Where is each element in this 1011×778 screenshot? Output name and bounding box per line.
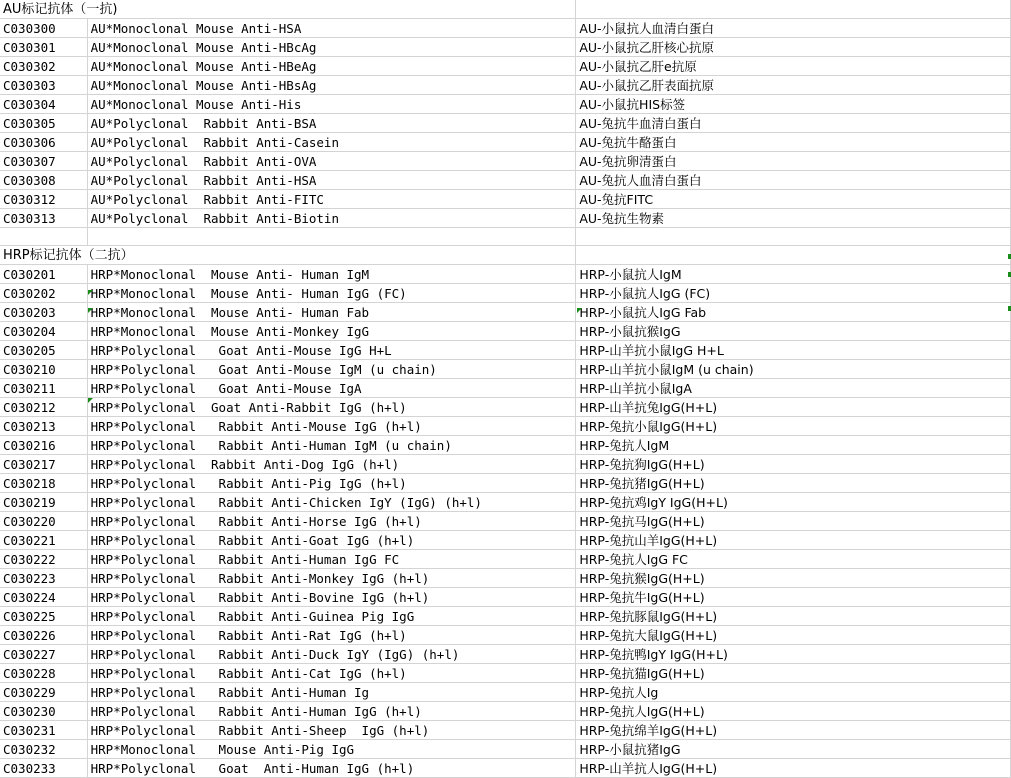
chinese-name-cell[interactable]: HRP-兔抗人IgG FC (576, 550, 1011, 569)
table-row (0, 588, 1011, 607)
product-code-cell[interactable]: C030313 (0, 209, 87, 228)
table-row (0, 95, 1011, 114)
table-row (0, 322, 1011, 341)
product-code-cell[interactable]: C030218 (0, 474, 87, 493)
table-row (0, 417, 1011, 436)
chinese-name-cell[interactable]: HRP-山羊抗兔IgG(H+L) (576, 398, 1011, 417)
product-name-cell[interactable]: HRP*Polyclonal Goat Anti-Rabbit IgG (h+l) (87, 398, 576, 417)
product-code-cell[interactable]: C030305 (0, 114, 87, 133)
table-row (0, 133, 1011, 152)
product-name-cell[interactable]: HRP*Monoclonal Mouse Anti-Monkey IgG (87, 322, 576, 341)
product-code-cell[interactable]: C030227 (0, 645, 87, 664)
chinese-name-cell[interactable]: HRP-兔抗猴IgG(H+L) (576, 569, 1011, 588)
product-name-cell[interactable]: AU*Polyclonal Rabbit Anti-FITC (87, 190, 576, 209)
product-name-cell[interactable]: HRP*Polyclonal Rabbit Anti-Human IgM (u chain) (87, 436, 576, 455)
chinese-name-cell[interactable]: HRP-兔抗山羊IgG(H+L) (576, 531, 1011, 550)
product-code-cell[interactable]: C030211 (0, 379, 87, 398)
product-code-cell[interactable]: C030224 (0, 588, 87, 607)
product-name-cell[interactable]: HRP*Polyclonal Rabbit Anti-Goat IgG (h+l) (87, 531, 576, 550)
product-code-cell[interactable]: C030222 (0, 550, 87, 569)
product-code-cell[interactable]: C030205 (0, 341, 87, 360)
comment-indicator-icon (88, 398, 93, 403)
product-name-cell[interactable]: AU*Monoclonal Mouse Anti-HSA (87, 19, 576, 38)
empty-cell[interactable] (576, 0, 1011, 19)
product-code-cell[interactable]: C030301 (0, 38, 87, 57)
section-header-row (0, 0, 1011, 19)
table-row (0, 645, 1011, 664)
product-code-cell[interactable]: C030201 (0, 265, 87, 284)
product-name-cell[interactable]: HRP*Polyclonal Rabbit Anti-Duck IgY (IgG) (h+l) (87, 645, 576, 664)
chinese-name-cell[interactable]: AU-兔抗FITC (576, 190, 1011, 209)
chinese-name-cell[interactable]: HRP-兔抗绵羊IgG(H+L) (576, 721, 1011, 740)
comment-indicator-icon (88, 308, 93, 313)
product-name-cell[interactable]: HRP*Polyclonal Goat Anti-Human IgG (h+l) (87, 759, 576, 778)
table-row (0, 740, 1011, 759)
chinese-name-cell[interactable]: AU-兔抗卵清蛋白 (576, 152, 1011, 171)
empty-cell[interactable] (576, 246, 1011, 265)
product-code-cell[interactable]: C030306 (0, 133, 87, 152)
product-code-cell[interactable]: C030220 (0, 512, 87, 531)
product-name-cell[interactable]: HRP*Polyclonal Rabbit Anti-Human Ig (87, 683, 576, 702)
table-row (0, 265, 1011, 284)
table-row (0, 209, 1011, 228)
table-row (0, 436, 1011, 455)
table-row (0, 512, 1011, 531)
chinese-name-cell[interactable]: HRP-山羊抗人IgG(H+L) (576, 759, 1011, 778)
product-name-cell[interactable]: HRP*Monoclonal Mouse Anti- Human IgG (FC) (87, 284, 576, 303)
empty-cell[interactable] (576, 228, 1011, 246)
product-name-cell[interactable]: HRP*Polyclonal Rabbit Anti-Bovine IgG (h+l) (87, 588, 576, 607)
table-row (0, 76, 1011, 95)
table-row (0, 284, 1011, 303)
product-code-cell[interactable]: C030210 (0, 360, 87, 379)
product-name-cell[interactable]: HRP*Polyclonal Rabbit Anti-Guinea Pig IgG (87, 607, 576, 626)
chinese-name-cell[interactable]: AU-小鼠抗乙肝核心抗原 (576, 38, 1011, 57)
chinese-name-cell[interactable]: HRP-兔抗大鼠IgG(H+L) (576, 626, 1011, 645)
product-name-cell[interactable]: HRP*Polyclonal Rabbit Anti-Sheep IgG (h+l) (87, 721, 576, 740)
product-code-cell[interactable]: C030225 (0, 607, 87, 626)
table-row (0, 152, 1011, 171)
chinese-name-cell[interactable]: HRP-兔抗鸡IgY IgG(H+L) (576, 493, 1011, 512)
product-name-cell[interactable]: HRP*Polyclonal Rabbit Anti-Monkey IgG (h+l) (87, 569, 576, 588)
product-code-cell[interactable]: C030216 (0, 436, 87, 455)
chinese-name-cell[interactable]: HRP-兔抗鸭IgY IgG(H+L) (576, 645, 1011, 664)
product-code-cell[interactable]: C030226 (0, 626, 87, 645)
chinese-name-cell[interactable]: HRP-兔抗人IgG(H+L) (576, 702, 1011, 721)
product-code-cell[interactable]: C030219 (0, 493, 87, 512)
product-code-cell[interactable]: C030308 (0, 171, 87, 190)
chinese-name-cell[interactable]: HRP-山羊抗小鼠IgM (u chain) (576, 360, 1011, 379)
chinese-name-cell[interactable]: AU-兔抗生物素 (576, 209, 1011, 228)
chinese-name-cell[interactable]: HRP-小鼠抗猪IgG (576, 740, 1011, 759)
chinese-name-cell[interactable]: AU-兔抗牛血清白蛋白 (576, 114, 1011, 133)
product-code-cell[interactable]: C030229 (0, 683, 87, 702)
section-title-cell[interactable]: HRP标记抗体（二抗） (0, 246, 576, 265)
table-row (0, 398, 1011, 417)
empty-cell[interactable] (0, 228, 87, 246)
table-row (0, 531, 1011, 550)
table-row (0, 607, 1011, 626)
chinese-name-cell[interactable]: AU-小鼠抗乙肝e抗原 (576, 57, 1011, 76)
product-name-cell[interactable]: HRP*Polyclonal Goat Anti-Mouse IgG H+L (87, 341, 576, 360)
product-code-cell[interactable]: C030312 (0, 190, 87, 209)
chinese-name-cell[interactable]: HRP-小鼠抗猴IgG (576, 322, 1011, 341)
product-code-cell[interactable]: C030302 (0, 57, 87, 76)
table-row (0, 190, 1011, 209)
product-name-cell[interactable]: HRP*Polyclonal Goat Anti-Mouse IgA (87, 379, 576, 398)
product-code-cell[interactable]: C030303 (0, 76, 87, 95)
chinese-name-cell[interactable]: HRP-兔抗狗IgG(H+L) (576, 455, 1011, 474)
section-header-row (0, 246, 1011, 265)
chinese-name-cell[interactable]: AU-兔抗牛酪蛋白 (576, 133, 1011, 152)
product-name-cell[interactable]: AU*Polyclonal Rabbit Anti-Biotin (87, 209, 576, 228)
product-name-cell[interactable]: AU*Polyclonal Rabbit Anti-BSA (87, 114, 576, 133)
table-row (0, 702, 1011, 721)
blank-row (0, 228, 1011, 246)
table-row (0, 19, 1011, 38)
comment-indicator-icon (577, 308, 582, 313)
chinese-name-cell[interactable]: HRP-兔抗猪IgG(H+L) (576, 474, 1011, 493)
chinese-name-cell[interactable]: HRP-兔抗豚鼠IgG(H+L) (576, 607, 1011, 626)
product-code-cell[interactable]: C030217 (0, 455, 87, 474)
table-row (0, 379, 1011, 398)
table-row (0, 171, 1011, 190)
product-code-cell[interactable]: C030233 (0, 759, 87, 778)
product-name-cell[interactable]: HRP*Polyclonal Rabbit Anti-Chicken IgY (IgG) (h+l) (87, 493, 576, 512)
chinese-name-cell[interactable]: HRP-山羊抗小鼠IgA (576, 379, 1011, 398)
table-row (0, 455, 1011, 474)
chinese-name-cell[interactable]: HRP-兔抗小鼠IgG(H+L) (576, 417, 1011, 436)
product-code-cell[interactable]: C030213 (0, 417, 87, 436)
product-code-cell[interactable]: C030307 (0, 152, 87, 171)
product-code-cell[interactable]: C030203 (0, 303, 87, 322)
product-name-cell[interactable]: HRP*Polyclonal Rabbit Anti-Dog IgG (h+l) (87, 455, 576, 474)
table-row (0, 303, 1011, 322)
table-row (0, 114, 1011, 133)
product-name-cell[interactable]: HRP*Monoclonal Mouse Anti- Human IgM (87, 265, 576, 284)
product-name-cell[interactable]: HRP*Polyclonal Rabbit Anti-Cat IgG (h+l) (87, 664, 576, 683)
product-name-cell[interactable]: AU*Polyclonal Rabbit Anti-OVA (87, 152, 576, 171)
chinese-name-cell[interactable]: HRP-兔抗牛IgG(H+L) (576, 588, 1011, 607)
chinese-name-cell[interactable]: HRP-兔抗马IgG(H+L) (576, 512, 1011, 531)
table-row (0, 759, 1011, 778)
table-row (0, 721, 1011, 740)
product-name-cell[interactable]: HRP*Polyclonal Rabbit Anti-Mouse IgG (h+l) (87, 417, 576, 436)
table-row (0, 38, 1011, 57)
product-name-cell[interactable]: AU*Monoclonal Mouse Anti-His (87, 95, 576, 114)
table-row (0, 626, 1011, 645)
chinese-name-cell[interactable]: AU-小鼠抗人血清白蛋白 (576, 19, 1011, 38)
chinese-name-cell[interactable]: HRP-兔抗猫IgG(H+L) (576, 664, 1011, 683)
product-name-cell[interactable]: AU*Polyclonal Rabbit Anti-Casein (87, 133, 576, 152)
table-row (0, 664, 1011, 683)
product-code-cell[interactable]: C030223 (0, 569, 87, 588)
table-row (0, 569, 1011, 588)
product-code-cell[interactable]: C030204 (0, 322, 87, 341)
table-row (0, 683, 1011, 702)
product-code-cell[interactable]: C030228 (0, 664, 87, 683)
product-name-cell[interactable]: HRP*Polyclonal Rabbit Anti-Human IgG FC (87, 550, 576, 569)
chinese-name-cell[interactable]: HRP-小鼠抗人IgG (FC) (576, 284, 1011, 303)
chinese-name-cell[interactable]: HRP-兔抗人Ig (576, 683, 1011, 702)
product-name-cell[interactable]: HRP*Monoclonal Mouse Anti-Pig IgG (87, 740, 576, 759)
product-name-cell[interactable]: HRP*Polyclonal Rabbit Anti-Horse IgG (h+l) (87, 512, 576, 531)
product-code-cell[interactable]: C030221 (0, 531, 87, 550)
table-row (0, 341, 1011, 360)
product-code-cell[interactable]: C030232 (0, 740, 87, 759)
chinese-name-cell[interactable]: AU-小鼠抗乙肝表面抗原 (576, 76, 1011, 95)
comment-indicator-icon (88, 290, 93, 295)
empty-cell[interactable] (87, 228, 576, 246)
product-code-cell[interactable]: C030202 (0, 284, 87, 303)
product-name-cell[interactable]: HRP*Polyclonal Goat Anti-Mouse IgM (u chain) (87, 360, 576, 379)
table-row (0, 550, 1011, 569)
table-row (0, 474, 1011, 493)
product-code-cell[interactable]: C030231 (0, 721, 87, 740)
product-name-cell[interactable]: HRP*Polyclonal Rabbit Anti-Human IgG (h+l) (87, 702, 576, 721)
table-row (0, 493, 1011, 512)
product-name-cell[interactable]: HRP*Polyclonal Rabbit Anti-Pig IgG (h+l) (87, 474, 576, 493)
product-code-cell[interactable]: C030230 (0, 702, 87, 721)
section-title-cell[interactable]: AU标记抗体（一抗) (0, 0, 576, 19)
product-name-cell[interactable]: AU*Polyclonal Rabbit Anti-HSA (87, 171, 576, 190)
product-name-cell[interactable]: HRP*Polyclonal Rabbit Anti-Rat IgG (h+l) (87, 626, 576, 645)
table-row (0, 360, 1011, 379)
table-row (0, 57, 1011, 76)
product-code-cell[interactable]: C030300 (0, 19, 87, 38)
chinese-name-cell[interactable]: HRP-小鼠抗人IgM (576, 265, 1011, 284)
product-name-cell[interactable]: AU*Monoclonal Mouse Anti-HBsAg (87, 76, 576, 95)
chinese-name-cell[interactable]: AU-兔抗人血清白蛋白 (576, 171, 1011, 190)
chinese-name-cell[interactable]: HRP-山羊抗小鼠IgG H+L (576, 341, 1011, 360)
product-name-cell[interactable]: AU*Monoclonal Mouse Anti-HBeAg (87, 57, 576, 76)
product-name-cell[interactable]: HRP*Monoclonal Mouse Anti- Human Fab (87, 303, 576, 322)
chinese-name-cell[interactable]: AU-小鼠抗HIS标签 (576, 95, 1011, 114)
product-code-cell[interactable]: C030212 (0, 398, 87, 417)
chinese-name-cell[interactable]: HRP-兔抗人IgM (576, 436, 1011, 455)
product-name-cell[interactable]: AU*Monoclonal Mouse Anti-HBcAg (87, 38, 576, 57)
product-code-cell[interactable]: C030304 (0, 95, 87, 114)
chinese-name-cell[interactable]: HRP-小鼠抗人IgG Fab (576, 303, 1011, 322)
